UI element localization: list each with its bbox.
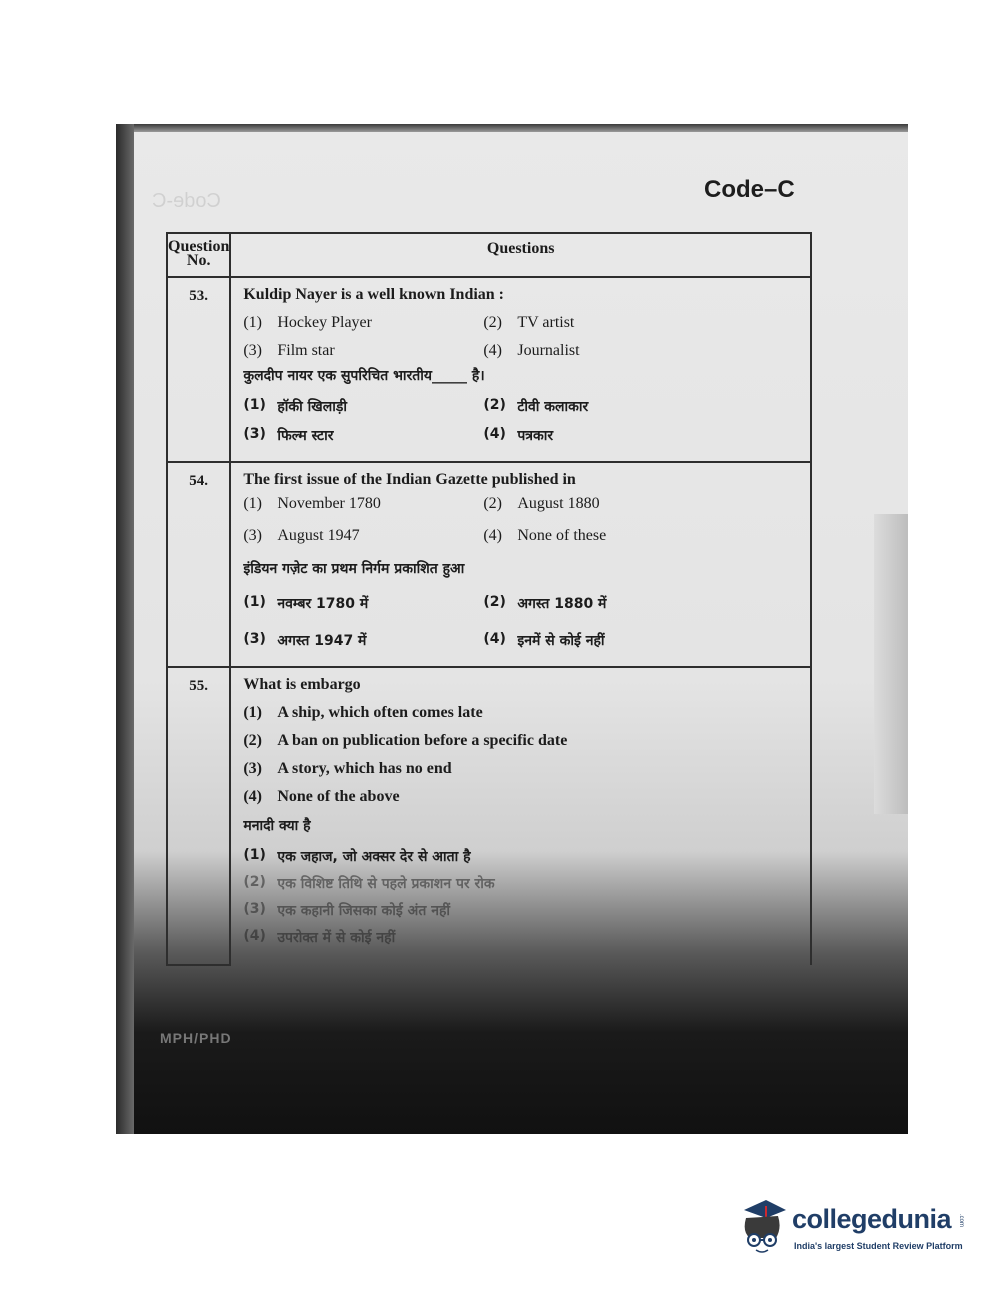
option-text: इनमें से कोई नहीं <box>517 633 605 649</box>
option-number: (4) <box>483 342 502 359</box>
option <box>243 704 800 722</box>
option-text: पत्रकार <box>517 428 554 444</box>
option-number: (1) <box>243 704 262 721</box>
question-number: 55. <box>167 667 230 965</box>
bleed-through-code: Code-C <box>152 190 221 212</box>
question-text: The first issue of the Indian Gazette published in <box>243 471 576 488</box>
option-text: टीवी कलाकार <box>517 399 589 415</box>
option <box>243 594 483 613</box>
option-number: (3) <box>243 631 266 647</box>
option <box>483 397 800 416</box>
brand-name: collegedunia <box>792 1204 952 1234</box>
question-text: What is embargo <box>243 676 361 693</box>
question-row <box>167 667 811 965</box>
option-number: (2) <box>483 397 506 413</box>
question-body <box>230 277 811 462</box>
option-text: हॉकी खिलाड़ी <box>277 399 347 415</box>
question-text: Kuldip Nayer is a well known Indian : <box>243 286 505 303</box>
option-number: (1) <box>243 594 266 610</box>
option <box>483 527 800 545</box>
table-header-row <box>167 233 811 277</box>
scanned-page-photo <box>116 124 908 1134</box>
question-row <box>167 277 811 462</box>
option <box>243 631 483 650</box>
option <box>243 426 483 445</box>
photo-left-shadow <box>116 124 134 1134</box>
brand-domain: .com <box>958 1214 964 1228</box>
option-text: A ship, which often comes late <box>277 704 483 721</box>
option-text: TV artist <box>517 314 575 331</box>
option-text: अगस्त 1947 में <box>277 633 367 649</box>
footer-code: MPH/PHD <box>160 1030 232 1046</box>
option <box>243 901 800 920</box>
option-number: (3) <box>243 527 262 544</box>
option-text: एक जहाज, जो अक्सर देर से आता है <box>277 849 471 865</box>
option-number: (1) <box>243 495 262 512</box>
option-number: (2) <box>483 495 502 512</box>
option-text: Hockey Player <box>277 314 372 331</box>
option-number: (4) <box>483 426 506 442</box>
question-body <box>230 462 811 667</box>
option-text: उपरोक्त में से कोई नहीं <box>277 930 396 946</box>
option-number: (2) <box>243 874 266 890</box>
option-number: (3) <box>243 342 262 359</box>
option-text: नवम्बर 1780 में <box>277 596 369 612</box>
option <box>243 495 483 513</box>
option-number: (2) <box>483 594 506 610</box>
option <box>483 495 800 513</box>
option <box>243 847 800 866</box>
option <box>243 397 483 416</box>
option-text: August 1880 <box>517 495 600 512</box>
hindi-question-text: इंडियन गज़ेट का प्रथम निर्गम प्रकाशित हुआ <box>243 561 465 577</box>
hindi-options <box>243 847 800 947</box>
option-number: (2) <box>483 314 502 331</box>
option-text: None of the above <box>277 788 400 805</box>
option-text: Journalist <box>517 342 580 359</box>
option-number: (3) <box>243 760 262 777</box>
mascot-logo-icon <box>736 1198 788 1258</box>
question-number: 54. <box>167 462 230 667</box>
option-text: एक कहानी जिसका कोई अंत नहीं <box>277 903 451 919</box>
english-options <box>243 314 800 360</box>
questions-header: Questions <box>230 233 811 277</box>
question-row <box>167 462 811 667</box>
option-text: November 1780 <box>277 495 381 512</box>
hindi-options <box>243 397 800 445</box>
option-number: (1) <box>243 314 262 331</box>
option-text: A ban on publication before a specific date <box>277 732 568 749</box>
option <box>483 594 800 613</box>
option <box>483 342 800 360</box>
option-number: (4) <box>483 631 506 647</box>
option-number: (3) <box>243 426 266 442</box>
option-number: (1) <box>243 847 266 863</box>
option <box>243 314 483 332</box>
collegedunia-brand <box>736 1196 966 1276</box>
option <box>243 788 800 806</box>
option <box>243 760 800 778</box>
option-number: (4) <box>483 527 502 544</box>
option <box>243 928 800 947</box>
hindi-question-text: कुलदीप नायर एक सुपरिचित भारतीय_____ है। <box>243 368 485 384</box>
option-text: Film star <box>277 342 335 359</box>
question-no-header: Question No. <box>167 233 230 277</box>
option-number: (2) <box>243 732 262 749</box>
option <box>483 314 800 332</box>
option <box>483 631 800 650</box>
hindi-options <box>243 594 800 650</box>
option-text: August 1947 <box>277 527 360 544</box>
option-number: (4) <box>243 788 262 805</box>
paper-code: Code–C <box>704 176 795 203</box>
photo-top-shadow <box>116 124 908 132</box>
questions-table <box>166 232 812 966</box>
question-body <box>230 667 811 965</box>
option-number: (1) <box>243 397 266 413</box>
option-text: अगस्त 1880 में <box>517 596 607 612</box>
option <box>483 426 800 445</box>
option-number: (4) <box>243 928 266 944</box>
option-text: None of these <box>517 527 607 544</box>
option-number: (3) <box>243 901 266 917</box>
option <box>243 527 483 545</box>
option <box>243 874 800 893</box>
option <box>243 732 800 750</box>
hindi-question-text: मनादी क्या है <box>243 818 311 834</box>
option <box>243 342 483 360</box>
option-text: एक विशिष्ट तिथि से पहले प्रकाशन पर रोक <box>277 876 495 892</box>
question-number: 53. <box>167 277 230 462</box>
option-text: फिल्म स्टार <box>277 428 334 444</box>
brand-tagline: India's largest Student Review Platform <box>794 1241 963 1251</box>
english-options <box>243 495 800 545</box>
option-text: A story, which has no end <box>277 760 452 777</box>
english-options <box>243 704 800 806</box>
photo-right-edge <box>874 514 908 814</box>
